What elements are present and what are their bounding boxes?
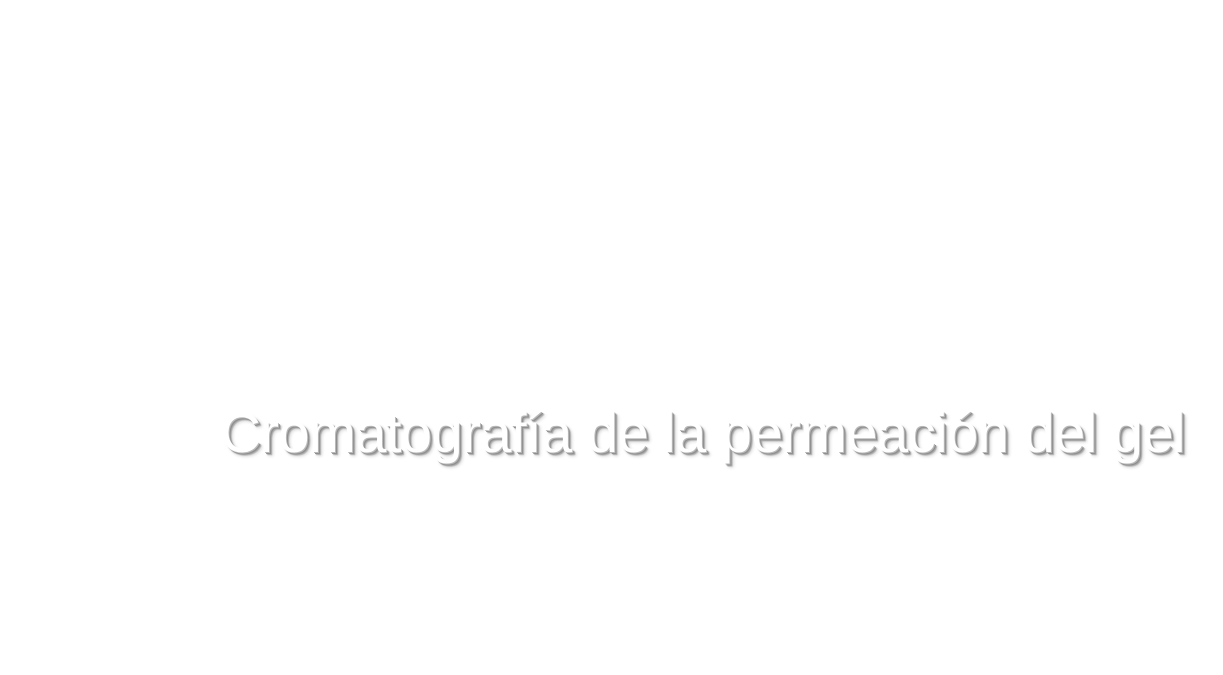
slide-title: Cromatografía de la permeación del gel	[220, 401, 1185, 464]
